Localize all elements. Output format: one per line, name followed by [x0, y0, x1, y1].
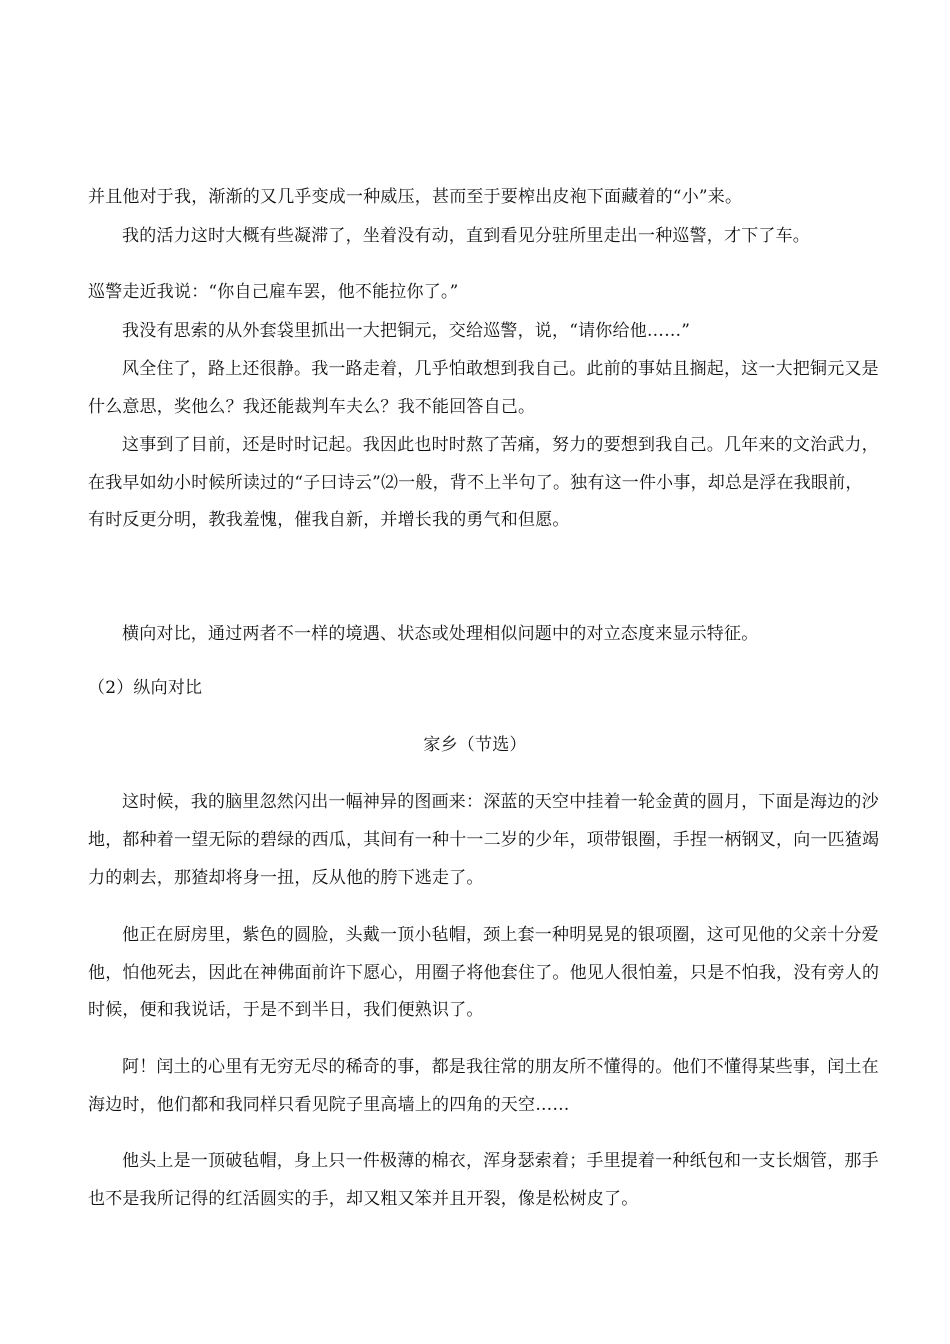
text-line: 也不是我所记得的红活圆实的手，却又粗又笨并且开裂，像是松树皮了。	[88, 1189, 639, 1209]
section-heading: （2）纵向对比	[88, 678, 203, 698]
text-line: 他，怕他死去，因此在神佛面前许下愿心，用圈子将他套住了。他见人很怕羞，只是不怕我，没有旁人的	[88, 963, 880, 983]
text-line: 什么意思，奖他么？我还能裁判车夫么？我不能回答自己。	[88, 397, 536, 417]
paragraph-line: 这事到了目前，还是时时记起。我因此也时时熬了苦痛，努力的要想到我自己。几年来的文治武力，	[122, 435, 879, 455]
paragraph-line: 我的活力这时大概有些凝滞了，坐着没有动，直到看见分驻所里走出一种巡警，才下了车。	[122, 226, 810, 246]
paragraph-line: 他头上是一顶破毡帽，身上只一件极薄的棉衣，浑身瑟索着；手里提着一种纸包和一支长烟管，那手	[122, 1151, 879, 1171]
paragraph-line: 风全住了，路上还很静。我一路走着，几乎怕敢想到我自己。此前的事姑且搁起，这一大把铜元又是	[122, 359, 879, 379]
paragraph-line: 横向对比，通过两者不一样的境遇、状态或处理相似问题中的对立态度来显示特征。	[122, 624, 759, 644]
paragraph-line: 这时候，我的脑里忽然闪出一幅神异的图画来：深蓝的天空中挂着一轮金黄的圆月，下面是海边的沙	[122, 792, 879, 812]
text-line: 有时反更分明，教我羞愧，催我自新，并增长我的勇气和但愿。	[88, 510, 570, 530]
paragraph-line: 阿！闰土的心里有无穷无尽的稀奇的事，都是我往常的朋友所不懂得的。他们不懂得某些事，闰土在	[122, 1057, 879, 1077]
paragraph-line: 我没有思索的从外套袋里抓出一大把铜元，交给巡警，说，“请你给他……”	[122, 321, 691, 341]
text-line: 并且他对于我，渐渐的又几乎变成一种威压，甚而至于要榨出皮袍下面藏着的“小”来。	[88, 187, 743, 207]
paragraph-line: 他正在厨房里，紫色的圆脸，头戴一顶小毡帽，颈上套一种明晃晃的银项圈，这可见他的父亲十分爱	[122, 925, 879, 945]
paragraph-line: 巡警走近我说：“你自己雇车罢，他不能拉你了。”	[88, 282, 459, 302]
text-line: 地，都种着一望无际的碧绿的西瓜，其间有一种十一二岁的少年，项带银圈，手捏一柄钢叉，向一匹猹竭	[88, 830, 880, 850]
excerpt-title: 家乡（节选）	[423, 735, 527, 755]
text-line: 时候，便和我说话，于是不到半日，我们便熟识了。	[88, 1000, 484, 1020]
text-line: 力的刺去，那猹却将身一扭，反从他的胯下逃走了。	[88, 868, 484, 888]
text-line: 海边时，他们都和我同样只看见院子里高墙上的四角的天空……	[88, 1095, 570, 1115]
text-line: 在我早如幼小时候所读过的“子曰诗云”⑵一般，背不上半句了。独有这一件小事，却总是浮在我眼前，	[88, 473, 863, 493]
